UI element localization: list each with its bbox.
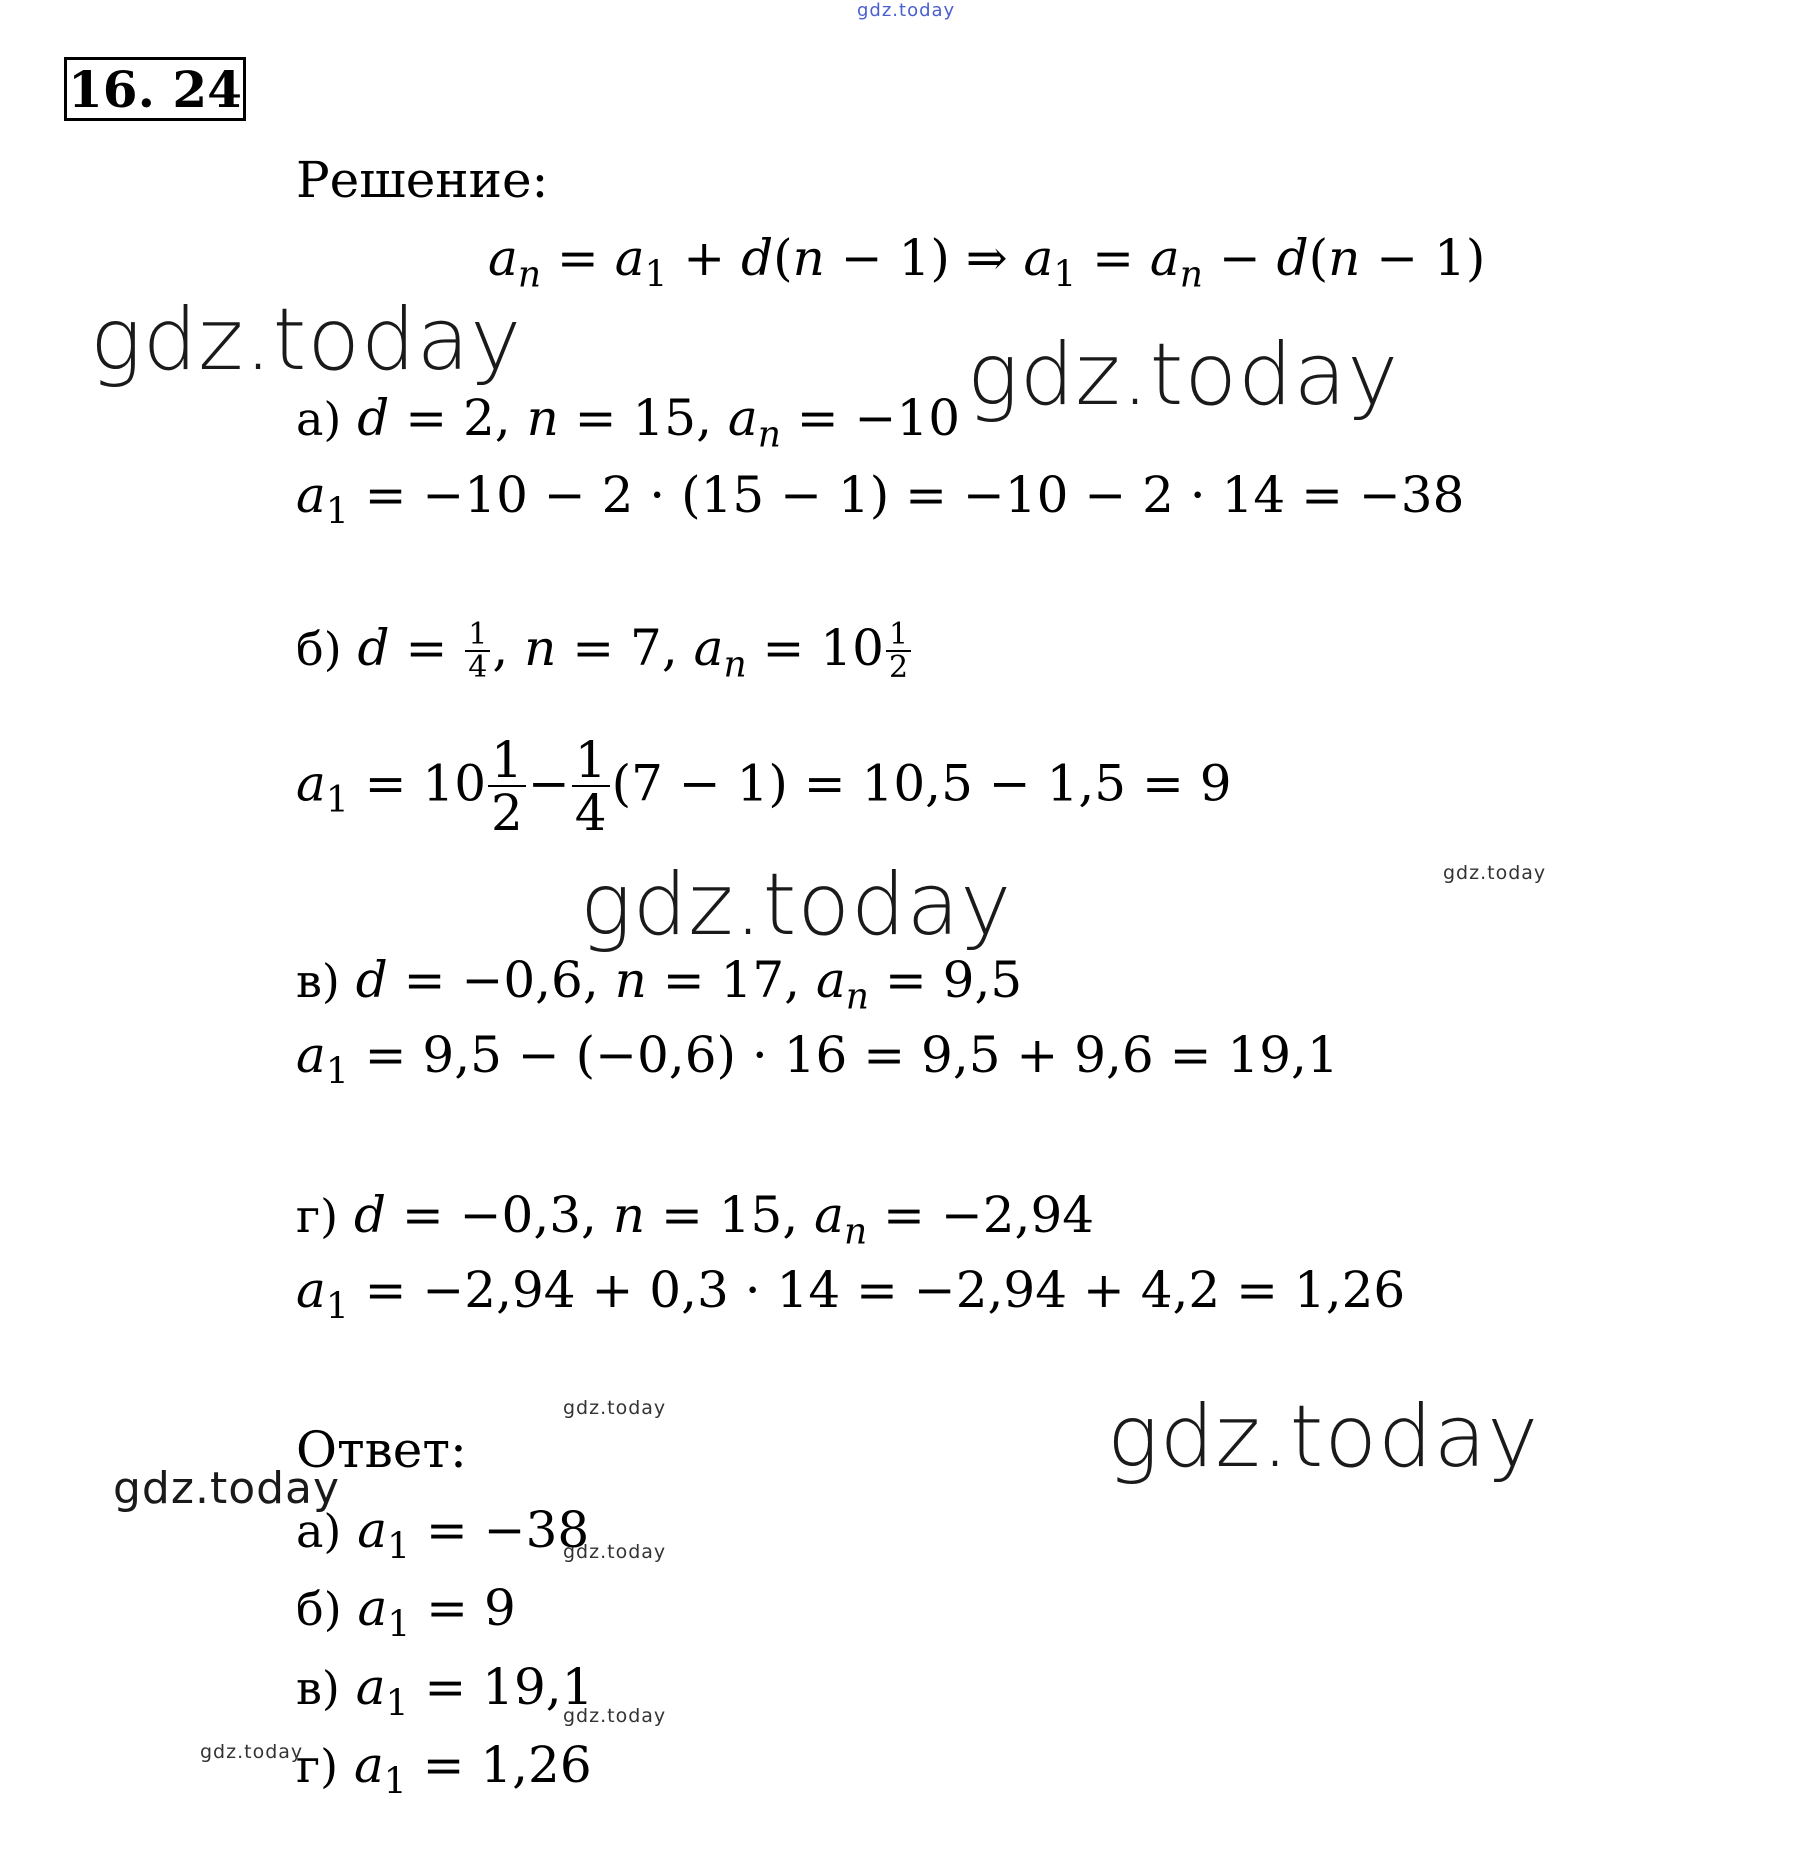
watermark-large-1: gdz.today (90, 290, 523, 390)
solution-label: Решение: (296, 151, 549, 209)
answer-label: Ответ: (296, 1421, 467, 1479)
part-v-given: в) d = −0,6, n = 17, $a_n = 9,5$ (296, 951, 1023, 1018)
part-g-given: г) d = −0,3, n = 15, $a_n = -2,94$ (296, 1186, 1095, 1253)
part-a-solution: $a_1 = -10 - 2 \cdot (15 - 1) = -10 - 2 \cdot 14 = -38$ (296, 466, 1465, 533)
watermark-small-1: gdz.today (1443, 862, 1547, 884)
part-b-solution: $a_1 = 10$ $\frac{1}{2}$ − $\frac{1}{4}$ (7 − 1) = 10,5 − 1,5 = 9 (296, 731, 1232, 842)
watermark-small-5: gdz.today (200, 1741, 304, 1763)
watermark-small-4: gdz.today (563, 1705, 667, 1727)
part-g-solution: $a_1 = -2,94 + 0,3 \cdot 14 = -2,94 + 4,2 = 1,26$ (296, 1261, 1406, 1328)
part-b-given: б) d = $\frac{1}{4}$ , n = 7, $a_n = 10$ $\frac{1}{2}$ (296, 620, 913, 684)
part-a-given: а) d = 2, n = 15, $a_n = -10$ (296, 389, 961, 456)
part-v-solution: $a_1 = 9,5 - (-0,6) \cdot 16 = 9,5 + 9,6 = 19,1$ (296, 1026, 1339, 1093)
watermark-large-2: gdz.today (967, 325, 1400, 425)
watermark-top: gdz.today (857, 0, 956, 21)
watermark-medium: gdz.today (113, 1463, 341, 1514)
watermark-large-4: gdz.today (1107, 1387, 1540, 1487)
watermark-small-3: gdz.today (563, 1541, 667, 1563)
answer-b: б) $a_1 = 9$ (296, 1579, 516, 1646)
answer-a: а) $a_1 = -38$ (296, 1501, 590, 1568)
watermark-small-2: gdz.today (563, 1397, 667, 1419)
answer-g: г) $a_1 = 1,26$ (296, 1736, 592, 1803)
answer-v: в) $a_1 = 19,1$ (296, 1658, 594, 1725)
general-formula: $a_n = a_1 + d(n - 1)$ ⇒ $a_1 = a_n - d(n - 1)$ (488, 229, 1486, 296)
problem-number: 16. 24 (64, 57, 246, 121)
watermark-large-3: gdz.today (580, 855, 1013, 955)
